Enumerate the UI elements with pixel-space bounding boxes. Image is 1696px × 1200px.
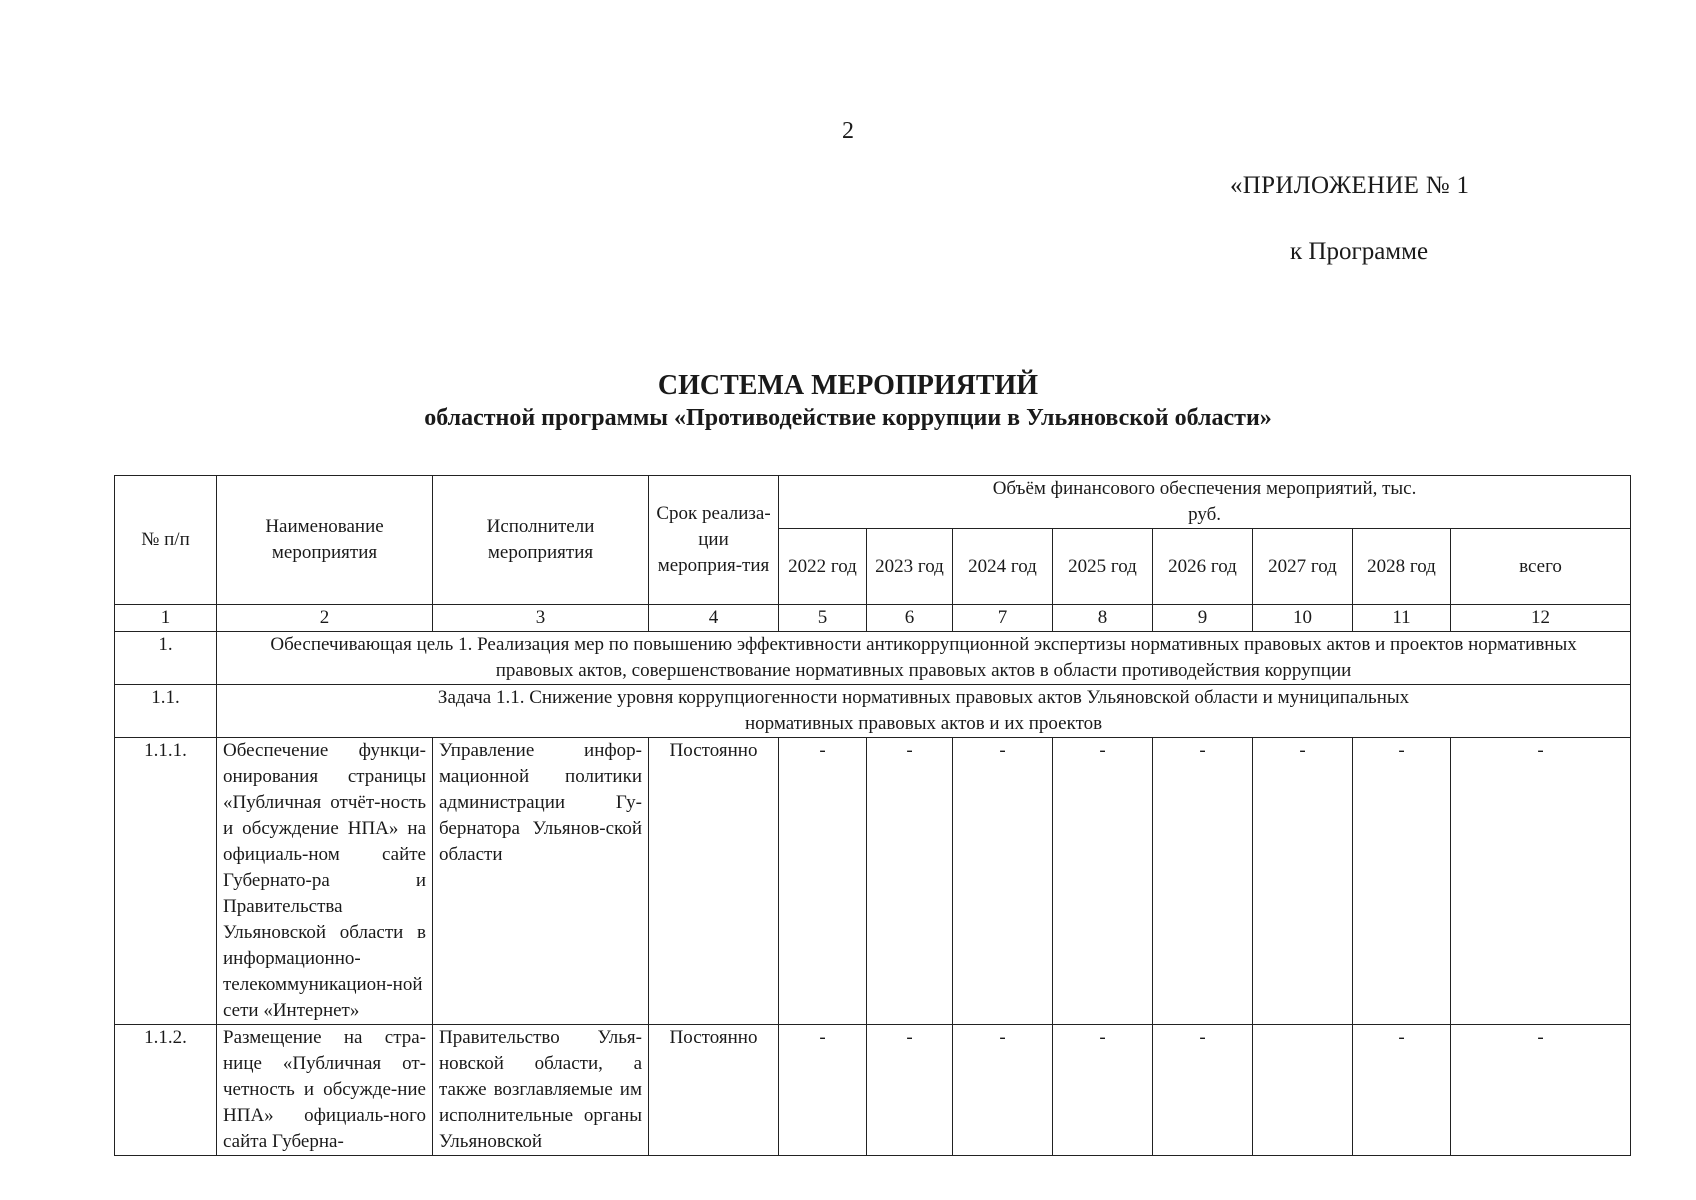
row-value-2024: - — [953, 738, 1053, 1025]
column-number: 12 — [1451, 605, 1631, 632]
row-value-total: - — [1451, 738, 1631, 1025]
row-value-2027: - — [1253, 738, 1353, 1025]
header-total: всего — [1451, 529, 1631, 605]
column-number: 9 — [1153, 605, 1253, 632]
row-period: Постоянно — [649, 1025, 779, 1156]
row-value-2025: - — [1053, 1025, 1153, 1156]
row-value-2026: - — [1153, 1025, 1253, 1156]
column-number: 5 — [779, 605, 867, 632]
column-number: 2 — [217, 605, 433, 632]
header-num: № п/п — [115, 476, 217, 605]
row-value-2022: - — [779, 738, 867, 1025]
row-executors: Управление инфор-мационной политики администрации Гу-бернатора Ульянов-ской области — [433, 738, 649, 1025]
header-year-2026: 2026 год — [1153, 529, 1253, 605]
header-name: Наименование мероприятия — [217, 476, 433, 605]
row-period: Постоянно — [649, 738, 779, 1025]
task-row — [115, 685, 1631, 738]
row-value-2025: - — [1053, 738, 1153, 1025]
row-value-2028: - — [1353, 1025, 1451, 1156]
row-value-2028: - — [1353, 738, 1451, 1025]
row-name: Размещение на стра-нице «Публичная от-четность и обсужде-ние НПА» официаль-ного сайта Губерна- — [217, 1025, 433, 1156]
measures-table-wrapper — [114, 475, 1630, 1156]
header-period: Срок реализа-ции мероприя-тия — [649, 476, 779, 605]
row-value-2023: - — [867, 1025, 953, 1156]
header-year-2022: 2022 год — [779, 529, 867, 605]
column-number: 1 — [115, 605, 217, 632]
row-value-2022: - — [779, 1025, 867, 1156]
header-year-2027: 2027 год — [1253, 529, 1353, 605]
task-num: 1.1. — [115, 685, 217, 738]
row-num: 1.1.2. — [115, 1025, 217, 1156]
header-finance: Объём финансового обеспечения мероприятий, тыс. руб. — [779, 476, 1631, 529]
row-value-2026: - — [1153, 738, 1253, 1025]
column-number-row — [115, 605, 1631, 632]
column-number: 10 — [1253, 605, 1353, 632]
row-value-2023: - — [867, 738, 953, 1025]
appendix-title: «ПРИЛОЖЕНИЕ № 1 — [1230, 172, 1470, 199]
appendix-subtitle: к Программе — [1290, 238, 1429, 265]
row-value-total: - — [1451, 1025, 1631, 1156]
header-row-1 — [115, 476, 1631, 529]
goal-num: 1. — [115, 632, 217, 685]
column-number: 8 — [1053, 605, 1153, 632]
row-value-2027 — [1253, 1025, 1353, 1156]
goal-row — [115, 632, 1631, 685]
column-number: 7 — [953, 605, 1053, 632]
goal-text: Обеспечивающая цель 1. Реализация мер по повышению эффективности антикоррупционной экспертизы нормативных правовых актов и проектов нормативных правовых актов, совершенствование нормативных правовых актов в области противодействия коррупции — [217, 632, 1631, 685]
header-year-2023: 2023 год — [867, 529, 953, 605]
document-title: СИСТЕМА МЕРОПРИЯТИЙ — [657, 370, 1039, 401]
column-number: 4 — [649, 605, 779, 632]
row-executors: Правительство Улья-новской области, а также возглавляемые им исполнительные органы Ульяновской — [433, 1025, 649, 1156]
table-row — [115, 738, 1631, 1025]
header-year-2028: 2028 год — [1353, 529, 1451, 605]
column-number: 3 — [433, 605, 649, 632]
row-value-2024: - — [953, 1025, 1053, 1156]
header-executors: Исполнители мероприятия — [433, 476, 649, 605]
row-num: 1.1.1. — [115, 738, 217, 1025]
column-number: 6 — [867, 605, 953, 632]
measures-table — [114, 475, 1631, 1156]
header-year-2024: 2024 год — [953, 529, 1053, 605]
task-text: Задача 1.1. Снижение уровня коррупциогенности нормативных правовых актов Ульяновской области и муниципальных нормативных правовых актов и их проектов — [217, 685, 1631, 738]
header-year-2025: 2025 год — [1053, 529, 1153, 605]
page-number: 2 — [842, 118, 854, 144]
column-number: 11 — [1353, 605, 1451, 632]
row-name: Обеспечение функци-онирования страницы «Публичная отчёт-ность и обсуждение НПА» на официаль-ном сайте Губернато-ра и Правительства Ульяновской области в информационно-телекоммуникацион-ной сети «Интернет» — [217, 738, 433, 1025]
document-subtitle: областной программы «Противодействие коррупции в Ульяновской области» — [424, 405, 1272, 431]
table-row — [115, 1025, 1631, 1156]
